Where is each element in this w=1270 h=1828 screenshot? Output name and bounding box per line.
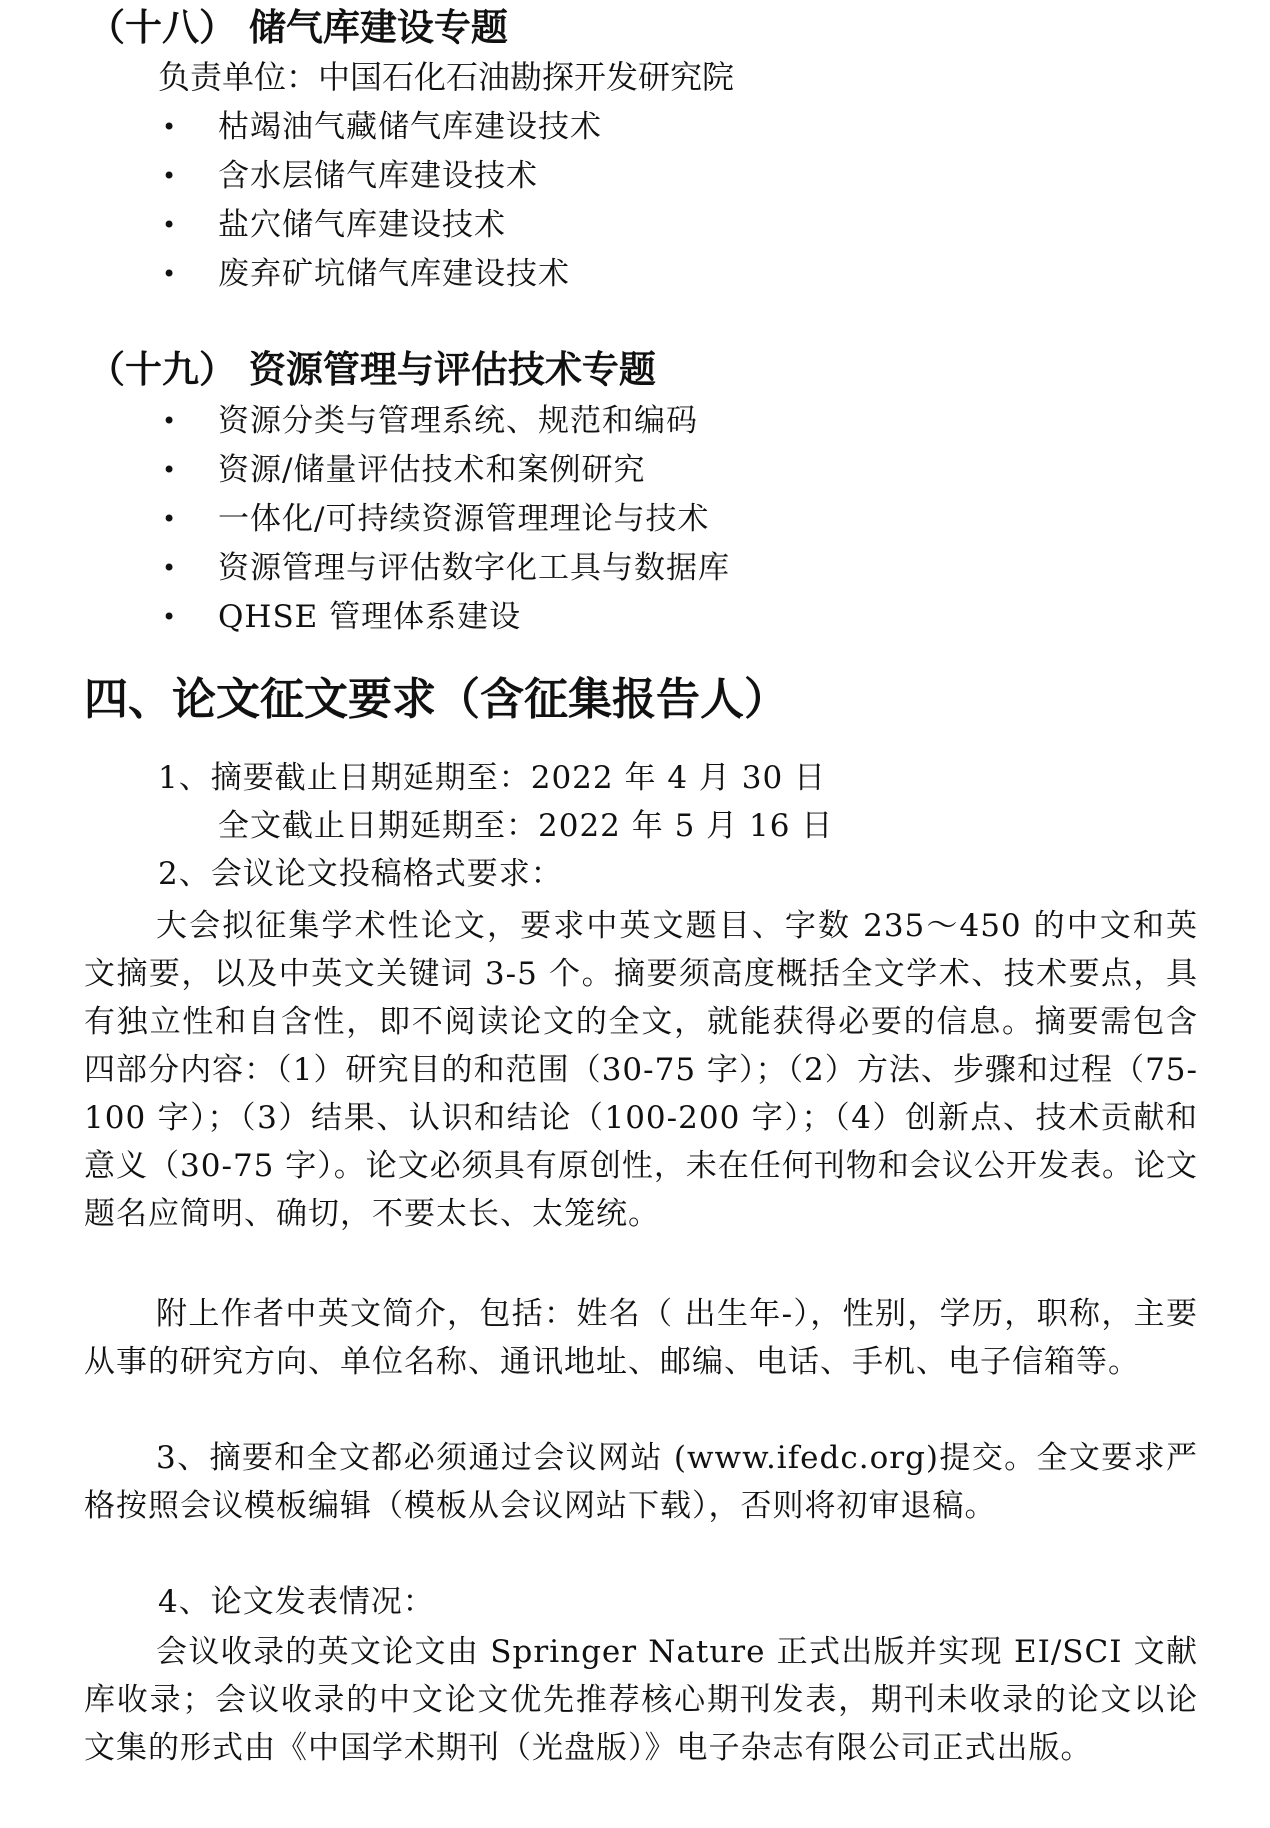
chapter-4-title: 四、论文征文要求（含征集报告人） — [84, 674, 788, 725]
bullet-icon: • — [162, 554, 177, 582]
fulltext-deadline: 全文截止日期延期至：2022 年 5 月 16 日 — [218, 808, 834, 844]
bullet-icon: • — [162, 407, 177, 435]
list-item-text: 资源管理与评估数字化工具与数据库 — [218, 550, 730, 586]
abstract-deadline: 1、摘要截止日期延期至：2022 年 4 月 30 日 — [158, 760, 827, 796]
publication-heading: 4、论文发表情况： — [158, 1584, 435, 1620]
abstract-requirements-paragraph: 大会拟征集学术性论文，要求中英文题目、字数 235～450 的中文和英文摘要，以及中英文关键词 3-5 个。摘要须高度概括全文学术、技术要点，具有独立性和自含性，即不阅读论文的全文，就能获得必要的信息。摘要需包含四部分内容：（1）研究目的和范围（30-75 字）；（2）方法、步骤和过程（75-100 字）；（3）结果、认识和结论（100-200 字）；（4）创新点、技术贡献和意义（30-75 字）。论文必须具有原创性，未在任何刊物和会议公开发表。论文题名应简明、确切，不要太长、太笼统。 — [84, 908, 1198, 1232]
bullet-icon: • — [162, 260, 177, 288]
section-19-title: （十九） 资源管理与评估技术专题 — [88, 348, 656, 391]
bullet-icon: • — [162, 162, 177, 190]
bullet-icon: • — [162, 211, 177, 239]
list-item-text: 资源/储量评估技术和案例研究 — [218, 452, 646, 488]
bullet-icon: • — [162, 505, 177, 533]
list-item-text: 枯竭油气藏储气库建设技术 — [218, 109, 602, 145]
publication-paragraph: 会议收录的英文论文由 Springer Nature 正式出版并实现 EI/SCI 文献库收录；会议收录的中文论文优先推荐核心期刊发表，期刊未收录的论文以论文集的形式由《中国学术期刊（光盘版）》电子杂志有限公司正式出版。 — [84, 1634, 1198, 1766]
list-item-text: 废弃矿坑储气库建设技术 — [218, 256, 570, 292]
section-18-title: （十八） 储气库建设专题 — [88, 6, 508, 49]
bullet-icon: • — [162, 456, 177, 484]
author-bio-paragraph: 附上作者中英文简介，包括：姓名（ 出生年-），性别，学历，职称，主要从事的研究方向、单位名称、通讯地址、邮编、电话、手机、电子信箱等。 — [84, 1296, 1198, 1380]
bullet-icon: • — [162, 113, 177, 141]
submission-paragraph: 3、摘要和全文都必须通过会议网站 (www.ifedc.org)提交。全文要求严格按照会议模板编辑（模板从会议网站下载），否则将初审退稿。 — [84, 1440, 1198, 1524]
format-requirements-heading: 2、会议论文投稿格式要求： — [158, 856, 563, 892]
list-item-text: 一体化/可持续资源管理理论与技术 — [218, 501, 710, 537]
list-item-text: 资源分类与管理系统、规范和编码 — [218, 403, 698, 439]
list-item-text: 盐穴储气库建设技术 — [218, 207, 506, 243]
list-item-text: QHSE 管理体系建设 — [218, 599, 522, 635]
bullet-icon: • — [162, 603, 177, 631]
list-item-text: 含水层储气库建设技术 — [218, 158, 538, 194]
section-18-responsible-unit: 负责单位：中国石化石油勘探开发研究院 — [158, 58, 735, 96]
